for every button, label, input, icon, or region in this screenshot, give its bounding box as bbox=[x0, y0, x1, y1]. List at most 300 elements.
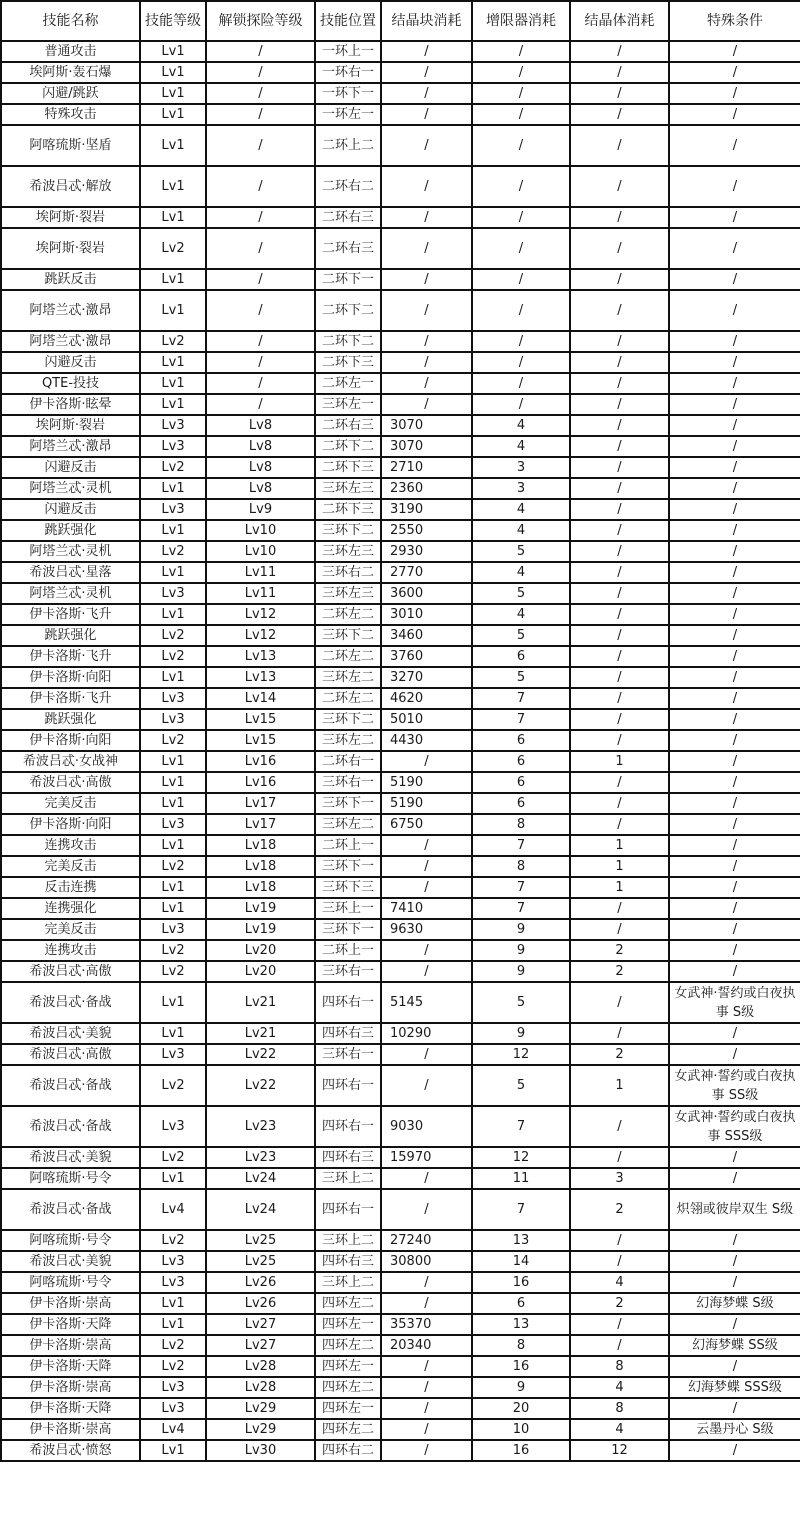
skill-position-cell: 三环下一 bbox=[315, 919, 381, 940]
skill-level-cell: Lv2 bbox=[140, 1230, 206, 1251]
skill-position-cell: 四环右三 bbox=[315, 1147, 381, 1168]
crystal-cost-cell: 1 bbox=[570, 1065, 669, 1106]
unlock-level-cell: / bbox=[206, 41, 315, 62]
unlock-level-cell: Lv16 bbox=[206, 772, 315, 793]
table-row bbox=[1, 772, 800, 793]
limiter-cost-cell: 10 bbox=[472, 1419, 570, 1440]
skill-name-cell: 伊卡洛斯·向阳 bbox=[1, 667, 140, 688]
skill-level-cell: Lv2 bbox=[140, 1356, 206, 1377]
skill-name-cell: 伊卡洛斯·眩晕 bbox=[1, 394, 140, 415]
limiter-cost-cell: 6 bbox=[472, 751, 570, 772]
table-row bbox=[1, 982, 800, 1023]
special-condition-cell: / bbox=[669, 940, 800, 961]
limiter-cost-cell: 13 bbox=[472, 1230, 570, 1251]
crystal-cost-cell: 2 bbox=[570, 1044, 669, 1065]
table-row bbox=[1, 1023, 800, 1044]
skill-position-cell: 三环上二 bbox=[315, 1272, 381, 1293]
unlock-level-cell: Lv26 bbox=[206, 1293, 315, 1314]
special-condition-cell: / bbox=[669, 814, 800, 835]
crystal-cost-cell: / bbox=[570, 793, 669, 814]
crystal-cost-cell: / bbox=[570, 125, 669, 166]
skill-name-cell: 闪避/跳跃 bbox=[1, 83, 140, 104]
special-condition-cell: / bbox=[669, 1147, 800, 1168]
skill-position-cell: 四环右一 bbox=[315, 982, 381, 1023]
skill-name-cell: 伊卡洛斯·天降 bbox=[1, 1398, 140, 1419]
skill-name-cell: 完美反击 bbox=[1, 856, 140, 877]
limiter-cost-cell: 11 bbox=[472, 1168, 570, 1189]
limiter-cost-cell: 6 bbox=[472, 1293, 570, 1314]
block-cost-cell: / bbox=[381, 1398, 472, 1419]
skill-position-cell: 二环下二 bbox=[315, 436, 381, 457]
skill-name-cell: 闪避反击 bbox=[1, 352, 140, 373]
special-condition-cell: / bbox=[669, 1251, 800, 1272]
skill-level-cell: Lv1 bbox=[140, 604, 206, 625]
table-row bbox=[1, 688, 800, 709]
table-row bbox=[1, 709, 800, 730]
block-cost-cell: 3190 bbox=[381, 499, 472, 520]
block-cost-cell: 10290 bbox=[381, 1023, 472, 1044]
crystal-cost-cell: / bbox=[570, 62, 669, 83]
skill-name-cell: 希波吕忒·备战 bbox=[1, 1106, 140, 1147]
skill-name-cell: 连携攻击 bbox=[1, 835, 140, 856]
crystal-cost-cell: 4 bbox=[570, 1419, 669, 1440]
unlock-level-cell: / bbox=[206, 166, 315, 207]
unlock-level-cell: Lv8 bbox=[206, 478, 315, 499]
block-cost-cell: / bbox=[381, 62, 472, 83]
unlock-level-cell: Lv15 bbox=[206, 709, 315, 730]
limiter-cost-cell: 4 bbox=[472, 436, 570, 457]
header-unlock-level: 解锁探险等级 bbox=[206, 1, 315, 41]
special-condition-cell: / bbox=[669, 269, 800, 290]
special-condition-cell: / bbox=[669, 1356, 800, 1377]
table-row bbox=[1, 1377, 800, 1398]
table-row bbox=[1, 166, 800, 207]
skill-level-cell: Lv3 bbox=[140, 1377, 206, 1398]
crystal-cost-cell: / bbox=[570, 352, 669, 373]
unlock-level-cell: Lv26 bbox=[206, 1272, 315, 1293]
crystal-cost-cell: 2 bbox=[570, 1293, 669, 1314]
unlock-level-cell: Lv25 bbox=[206, 1251, 315, 1272]
unlock-level-cell: Lv8 bbox=[206, 457, 315, 478]
skill-position-cell: 一环上一 bbox=[315, 41, 381, 62]
table-header-row bbox=[1, 1, 800, 41]
skill-position-cell: 二环右二 bbox=[315, 166, 381, 207]
crystal-cost-cell: / bbox=[570, 982, 669, 1023]
block-cost-cell: / bbox=[381, 352, 472, 373]
skill-level-cell: Lv1 bbox=[140, 352, 206, 373]
unlock-level-cell: / bbox=[206, 62, 315, 83]
special-condition-cell: / bbox=[669, 877, 800, 898]
skill-name-cell: 伊卡洛斯·飞升 bbox=[1, 604, 140, 625]
skill-name-cell: 连携强化 bbox=[1, 898, 140, 919]
table-row bbox=[1, 83, 800, 104]
block-cost-cell: / bbox=[381, 1419, 472, 1440]
crystal-cost-cell: / bbox=[570, 1230, 669, 1251]
skill-level-cell: Lv1 bbox=[140, 41, 206, 62]
skill-level-cell: Lv1 bbox=[140, 751, 206, 772]
skill-level-cell: Lv3 bbox=[140, 1398, 206, 1419]
crystal-cost-cell: / bbox=[570, 541, 669, 562]
limiter-cost-cell: 5 bbox=[472, 1065, 570, 1106]
skill-name-cell: 埃阿斯·轰石爆 bbox=[1, 62, 140, 83]
crystal-cost-cell: / bbox=[570, 604, 669, 625]
crystal-cost-cell: / bbox=[570, 688, 669, 709]
unlock-level-cell: / bbox=[206, 104, 315, 125]
limiter-cost-cell: 7 bbox=[472, 1106, 570, 1147]
skill-name-cell: QTE-投技 bbox=[1, 373, 140, 394]
crystal-cost-cell: / bbox=[570, 457, 669, 478]
limiter-cost-cell: 7 bbox=[472, 688, 570, 709]
crystal-cost-cell: / bbox=[570, 373, 669, 394]
special-condition-cell: / bbox=[669, 373, 800, 394]
block-cost-cell: / bbox=[381, 41, 472, 62]
crystal-cost-cell: / bbox=[570, 290, 669, 331]
skill-level-cell: Lv1 bbox=[140, 290, 206, 331]
special-condition-cell: / bbox=[669, 961, 800, 982]
crystal-cost-cell: / bbox=[570, 583, 669, 604]
table-row bbox=[1, 520, 800, 541]
crystal-cost-cell: 1 bbox=[570, 877, 669, 898]
skill-name-cell: 特殊攻击 bbox=[1, 104, 140, 125]
skill-name-cell: 希波吕忒·美貌 bbox=[1, 1251, 140, 1272]
skill-position-cell: 三环下二 bbox=[315, 625, 381, 646]
special-condition-cell: / bbox=[669, 625, 800, 646]
block-cost-cell: 9030 bbox=[381, 1106, 472, 1147]
skill-level-cell: Lv1 bbox=[140, 1168, 206, 1189]
block-cost-cell: / bbox=[381, 1440, 472, 1461]
table-row bbox=[1, 1440, 800, 1461]
special-condition-cell: / bbox=[669, 457, 800, 478]
block-cost-cell: 15970 bbox=[381, 1147, 472, 1168]
limiter-cost-cell: 9 bbox=[472, 940, 570, 961]
limiter-cost-cell: 7 bbox=[472, 898, 570, 919]
unlock-level-cell: Lv25 bbox=[206, 1230, 315, 1251]
skill-position-cell: 四环右二 bbox=[315, 1440, 381, 1461]
limiter-cost-cell: / bbox=[472, 394, 570, 415]
skill-position-cell: 三环左二 bbox=[315, 814, 381, 835]
skill-level-cell: Lv3 bbox=[140, 1251, 206, 1272]
table-row bbox=[1, 1147, 800, 1168]
crystal-cost-cell: / bbox=[570, 814, 669, 835]
unlock-level-cell: / bbox=[206, 269, 315, 290]
skill-position-cell: 三环上一 bbox=[315, 898, 381, 919]
unlock-level-cell: / bbox=[206, 373, 315, 394]
skill-position-cell: 三环左三 bbox=[315, 541, 381, 562]
skill-level-cell: Lv1 bbox=[140, 667, 206, 688]
crystal-cost-cell: / bbox=[570, 1106, 669, 1147]
skill-level-cell: Lv1 bbox=[140, 1293, 206, 1314]
skill-level-cell: Lv2 bbox=[140, 1065, 206, 1106]
block-cost-cell: / bbox=[381, 751, 472, 772]
skill-level-cell: Lv1 bbox=[140, 793, 206, 814]
skill-position-cell: 三环下三 bbox=[315, 877, 381, 898]
skill-name-cell: 希波吕忒·备战 bbox=[1, 1189, 140, 1230]
table-row bbox=[1, 1272, 800, 1293]
limiter-cost-cell: / bbox=[472, 166, 570, 207]
table-row bbox=[1, 125, 800, 166]
crystal-cost-cell: / bbox=[570, 709, 669, 730]
block-cost-cell: / bbox=[381, 166, 472, 207]
block-cost-cell: 9630 bbox=[381, 919, 472, 940]
skill-position-cell: 二环右三 bbox=[315, 228, 381, 269]
block-cost-cell: 20340 bbox=[381, 1335, 472, 1356]
table-row bbox=[1, 1189, 800, 1230]
special-condition-cell: / bbox=[669, 583, 800, 604]
special-condition-cell: / bbox=[669, 688, 800, 709]
skill-position-cell: 一环左一 bbox=[315, 104, 381, 125]
block-cost-cell: 4620 bbox=[381, 688, 472, 709]
crystal-cost-cell: / bbox=[570, 83, 669, 104]
crystal-cost-cell: / bbox=[570, 1147, 669, 1168]
special-condition-cell: / bbox=[669, 835, 800, 856]
table-row bbox=[1, 394, 800, 415]
unlock-level-cell: Lv27 bbox=[206, 1314, 315, 1335]
skill-name-cell: 伊卡洛斯·飞升 bbox=[1, 646, 140, 667]
block-cost-cell: 27240 bbox=[381, 1230, 472, 1251]
table-row bbox=[1, 898, 800, 919]
special-condition-cell: / bbox=[669, 1440, 800, 1461]
special-condition-cell: / bbox=[669, 541, 800, 562]
limiter-cost-cell: 13 bbox=[472, 1314, 570, 1335]
limiter-cost-cell: / bbox=[472, 83, 570, 104]
special-condition-cell: / bbox=[669, 1044, 800, 1065]
table-body bbox=[1, 41, 800, 1461]
special-condition-cell: / bbox=[669, 1023, 800, 1044]
unlock-level-cell: Lv8 bbox=[206, 415, 315, 436]
skill-name-cell: 闪避反击 bbox=[1, 499, 140, 520]
skill-level-cell: Lv2 bbox=[140, 961, 206, 982]
skill-position-cell: 二环左一 bbox=[315, 373, 381, 394]
unlock-level-cell: Lv24 bbox=[206, 1189, 315, 1230]
skill-level-cell: Lv2 bbox=[140, 646, 206, 667]
unlock-level-cell: Lv14 bbox=[206, 688, 315, 709]
crystal-cost-cell: / bbox=[570, 730, 669, 751]
limiter-cost-cell: 5 bbox=[472, 541, 570, 562]
table-row bbox=[1, 1065, 800, 1106]
special-condition-cell: / bbox=[669, 41, 800, 62]
special-condition-cell: 炽翎或彼岸双生 S级 bbox=[669, 1189, 800, 1230]
special-condition-cell: / bbox=[669, 499, 800, 520]
crystal-cost-cell: / bbox=[570, 394, 669, 415]
table-row bbox=[1, 1251, 800, 1272]
unlock-level-cell: Lv29 bbox=[206, 1419, 315, 1440]
limiter-cost-cell: / bbox=[472, 62, 570, 83]
skill-name-cell: 伊卡洛斯·崇高 bbox=[1, 1419, 140, 1440]
skill-level-cell: Lv2 bbox=[140, 331, 206, 352]
special-condition-cell: / bbox=[669, 290, 800, 331]
skill-position-cell: 四环右一 bbox=[315, 1106, 381, 1147]
table-row bbox=[1, 919, 800, 940]
block-cost-cell: 2710 bbox=[381, 457, 472, 478]
skill-name-cell: 伊卡洛斯·向阳 bbox=[1, 814, 140, 835]
skill-position-cell: 三环上二 bbox=[315, 1230, 381, 1251]
special-condition-cell: 幻海梦蝶 SS级 bbox=[669, 1335, 800, 1356]
skill-name-cell: 阿塔兰忒·激昂 bbox=[1, 436, 140, 457]
table-row bbox=[1, 604, 800, 625]
limiter-cost-cell: / bbox=[472, 125, 570, 166]
skill-name-cell: 阿喀琉斯·坚盾 bbox=[1, 125, 140, 166]
crystal-cost-cell: / bbox=[570, 104, 669, 125]
block-cost-cell: 3070 bbox=[381, 436, 472, 457]
skill-name-cell: 伊卡洛斯·崇高 bbox=[1, 1335, 140, 1356]
special-condition-cell: / bbox=[669, 1314, 800, 1335]
table-row bbox=[1, 1106, 800, 1147]
skill-position-cell: 四环左二 bbox=[315, 1293, 381, 1314]
block-cost-cell: / bbox=[381, 331, 472, 352]
skill-name-cell: 希波吕忒·高傲 bbox=[1, 961, 140, 982]
skill-name-cell: 希波吕忒·备战 bbox=[1, 1065, 140, 1106]
block-cost-cell: / bbox=[381, 1356, 472, 1377]
block-cost-cell: / bbox=[381, 877, 472, 898]
skill-level-cell: Lv2 bbox=[140, 457, 206, 478]
special-condition-cell: / bbox=[669, 646, 800, 667]
block-cost-cell: / bbox=[381, 1044, 472, 1065]
block-cost-cell: / bbox=[381, 940, 472, 961]
block-cost-cell: 3270 bbox=[381, 667, 472, 688]
skill-level-cell: Lv2 bbox=[140, 1335, 206, 1356]
block-cost-cell: / bbox=[381, 856, 472, 877]
skill-name-cell: 闪避反击 bbox=[1, 457, 140, 478]
skill-name-cell: 希波吕忒·高傲 bbox=[1, 1044, 140, 1065]
block-cost-cell: 4430 bbox=[381, 730, 472, 751]
table-row bbox=[1, 1314, 800, 1335]
skill-position-cell: 二环右三 bbox=[315, 415, 381, 436]
unlock-level-cell: Lv20 bbox=[206, 961, 315, 982]
limiter-cost-cell: / bbox=[472, 228, 570, 269]
block-cost-cell: / bbox=[381, 1189, 472, 1230]
limiter-cost-cell: 16 bbox=[472, 1356, 570, 1377]
unlock-level-cell: Lv19 bbox=[206, 898, 315, 919]
limiter-cost-cell: 5 bbox=[472, 625, 570, 646]
limiter-cost-cell: 6 bbox=[472, 772, 570, 793]
skill-name-cell: 希波吕忒·愤怒 bbox=[1, 1440, 140, 1461]
table-row bbox=[1, 331, 800, 352]
skill-name-cell: 阿塔兰忒·灵机 bbox=[1, 583, 140, 604]
skill-position-cell: 二环下三 bbox=[315, 457, 381, 478]
limiter-cost-cell: / bbox=[472, 373, 570, 394]
block-cost-cell: 5010 bbox=[381, 709, 472, 730]
block-cost-cell: 6750 bbox=[381, 814, 472, 835]
unlock-level-cell: / bbox=[206, 207, 315, 228]
limiter-cost-cell: / bbox=[472, 269, 570, 290]
table-row bbox=[1, 1356, 800, 1377]
special-condition-cell: / bbox=[669, 709, 800, 730]
unlock-level-cell: Lv17 bbox=[206, 793, 315, 814]
crystal-cost-cell: 4 bbox=[570, 1272, 669, 1293]
skill-level-cell: Lv2 bbox=[140, 625, 206, 646]
skill-position-cell: 三环下一 bbox=[315, 793, 381, 814]
limiter-cost-cell: / bbox=[472, 352, 570, 373]
block-cost-cell: / bbox=[381, 1065, 472, 1106]
skill-name-cell: 伊卡洛斯·天降 bbox=[1, 1356, 140, 1377]
limiter-cost-cell: 9 bbox=[472, 961, 570, 982]
header-skill-position: 技能位置 bbox=[315, 1, 381, 41]
block-cost-cell: / bbox=[381, 1293, 472, 1314]
special-condition-cell: / bbox=[669, 730, 800, 751]
skill-name-cell: 完美反击 bbox=[1, 793, 140, 814]
skill-level-cell: Lv3 bbox=[140, 1044, 206, 1065]
skill-position-cell: 三环右一 bbox=[315, 961, 381, 982]
skill-name-cell: 完美反击 bbox=[1, 919, 140, 940]
skill-name-cell: 跳跃强化 bbox=[1, 709, 140, 730]
crystal-cost-cell: 2 bbox=[570, 940, 669, 961]
unlock-level-cell: Lv28 bbox=[206, 1356, 315, 1377]
special-condition-cell: / bbox=[669, 436, 800, 457]
crystal-cost-cell: 1 bbox=[570, 856, 669, 877]
crystal-cost-cell: / bbox=[570, 269, 669, 290]
unlock-level-cell: / bbox=[206, 394, 315, 415]
table-row bbox=[1, 104, 800, 125]
skill-position-cell: 四环左二 bbox=[315, 1377, 381, 1398]
skill-position-cell: 四环右一 bbox=[315, 1065, 381, 1106]
limiter-cost-cell: / bbox=[472, 290, 570, 331]
skill-level-cell: Lv3 bbox=[140, 814, 206, 835]
limiter-cost-cell: 7 bbox=[472, 835, 570, 856]
special-condition-cell: 幻海梦蝶 S级 bbox=[669, 1293, 800, 1314]
limiter-cost-cell: 3 bbox=[472, 478, 570, 499]
crystal-cost-cell: / bbox=[570, 1335, 669, 1356]
block-cost-cell: / bbox=[381, 83, 472, 104]
skill-level-cell: Lv1 bbox=[140, 166, 206, 207]
table-row bbox=[1, 751, 800, 772]
limiter-cost-cell: 8 bbox=[472, 1335, 570, 1356]
skill-name-cell: 跳跃反击 bbox=[1, 269, 140, 290]
limiter-cost-cell: 7 bbox=[472, 1189, 570, 1230]
skill-position-cell: 三环左三 bbox=[315, 583, 381, 604]
skill-level-cell: Lv1 bbox=[140, 394, 206, 415]
skill-position-cell: 四环右三 bbox=[315, 1023, 381, 1044]
limiter-cost-cell: 7 bbox=[472, 709, 570, 730]
special-condition-cell: / bbox=[669, 166, 800, 207]
skill-level-cell: Lv1 bbox=[140, 62, 206, 83]
block-cost-cell: / bbox=[381, 290, 472, 331]
unlock-level-cell: Lv19 bbox=[206, 919, 315, 940]
special-condition-cell: / bbox=[669, 1272, 800, 1293]
limiter-cost-cell: 4 bbox=[472, 520, 570, 541]
unlock-level-cell: Lv27 bbox=[206, 1335, 315, 1356]
table-row bbox=[1, 1044, 800, 1065]
crystal-cost-cell: 3 bbox=[570, 1168, 669, 1189]
block-cost-cell: 3760 bbox=[381, 646, 472, 667]
crystal-cost-cell: / bbox=[570, 166, 669, 207]
skill-name-cell: 跳跃强化 bbox=[1, 625, 140, 646]
limiter-cost-cell: 6 bbox=[472, 646, 570, 667]
table-row bbox=[1, 793, 800, 814]
limiter-cost-cell: 9 bbox=[472, 1377, 570, 1398]
table-row bbox=[1, 41, 800, 62]
crystal-cost-cell: / bbox=[570, 499, 669, 520]
skill-position-cell: 三环左二 bbox=[315, 730, 381, 751]
skill-position-cell: 一环右一 bbox=[315, 62, 381, 83]
block-cost-cell: 3600 bbox=[381, 583, 472, 604]
table-row bbox=[1, 541, 800, 562]
skill-name-cell: 阿喀琉斯·号令 bbox=[1, 1168, 140, 1189]
block-cost-cell: 2930 bbox=[381, 541, 472, 562]
special-condition-cell: / bbox=[669, 394, 800, 415]
unlock-level-cell: Lv9 bbox=[206, 499, 315, 520]
block-cost-cell: / bbox=[381, 1377, 472, 1398]
unlock-level-cell: Lv15 bbox=[206, 730, 315, 751]
skill-level-cell: Lv1 bbox=[140, 835, 206, 856]
skill-position-cell: 三环左二 bbox=[315, 667, 381, 688]
crystal-cost-cell: / bbox=[570, 898, 669, 919]
skill-position-cell: 二环右一 bbox=[315, 751, 381, 772]
skill-level-cell: Lv1 bbox=[140, 373, 206, 394]
unlock-level-cell: Lv21 bbox=[206, 1023, 315, 1044]
crystal-cost-cell: / bbox=[570, 667, 669, 688]
skill-position-cell: 四环左一 bbox=[315, 1314, 381, 1335]
limiter-cost-cell: 5 bbox=[472, 667, 570, 688]
